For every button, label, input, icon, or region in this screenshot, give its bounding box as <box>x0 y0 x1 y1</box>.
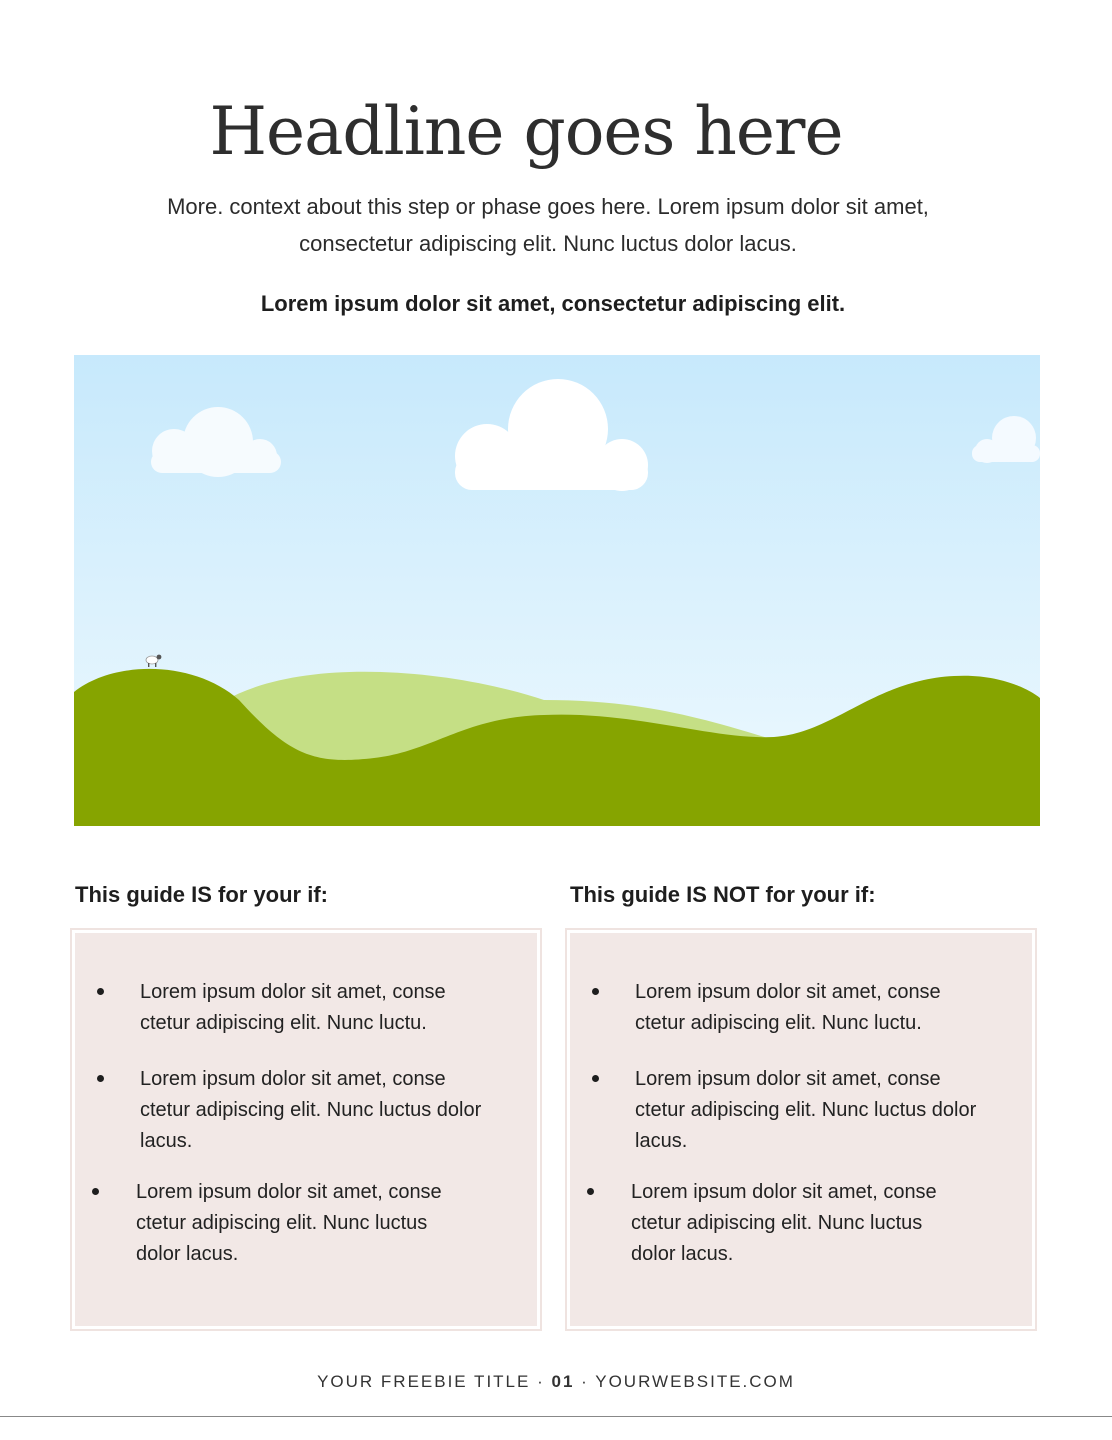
page-footer <box>0 1370 1112 1394</box>
footer-title: YOUR FREEBIE TITLE <box>317 1372 531 1391</box>
list-item <box>631 1177 1021 1270</box>
is-not-for-heading: This guide IS NOT for your if: <box>570 882 876 907</box>
list-item-line: dolor lacus. <box>136 1243 239 1265</box>
footer-separator: · <box>537 1372 545 1391</box>
footer-website: YOURWEBSITE.COM <box>595 1372 795 1391</box>
list-item <box>140 977 530 1039</box>
headline: Headline goes here <box>209 93 843 170</box>
context-paragraph: More. context about this step or phase goes here. Lorem ipsum dolor sit amet, consectetur adipiscing elit. Nunc luctus dolor lacus. <box>167 194 929 256</box>
list-item-line: Lorem ipsum dolor sit amet, conse <box>635 981 941 1003</box>
bullet-icon <box>97 988 104 995</box>
list-item-line: ctetur adipiscing elit. Nunc luctus dolor <box>140 1099 482 1121</box>
is-for-panel-body <box>75 933 537 1326</box>
bullet-icon <box>587 1188 594 1195</box>
bullet-icon <box>97 1075 104 1082</box>
footer-divider <box>0 1416 1112 1417</box>
list-item-line: lacus. <box>635 1130 688 1152</box>
bullet-icon <box>592 1075 599 1082</box>
list-item-line: ctetur adipiscing elit. Nunc luctu. <box>635 1012 922 1034</box>
hero-landscape-illustration <box>74 355 1040 826</box>
list-item-line: Lorem ipsum dolor sit amet, conse <box>631 1181 937 1203</box>
is-not-for-panel-body <box>570 933 1032 1326</box>
list-item-line: Lorem ipsum dolor sit amet, conse <box>140 1068 446 1090</box>
list-item-line: ctetur adipiscing elit. Nunc luctus dolor <box>635 1099 977 1121</box>
list-item-line: ctetur adipiscing elit. Nunc luctus <box>136 1212 428 1234</box>
list-item-line: lacus. <box>140 1130 193 1152</box>
list-item <box>140 1064 530 1157</box>
list-item-line: ctetur adipiscing elit. Nunc luctus <box>631 1212 923 1234</box>
is-for-panel <box>70 928 542 1331</box>
page-number: 01 <box>551 1372 575 1391</box>
list-item <box>635 1064 1025 1157</box>
list-item <box>136 1177 526 1270</box>
bullet-icon <box>92 1188 99 1195</box>
bullet-icon <box>592 988 599 995</box>
lead-sentence: Lorem ipsum dolor sit amet, consectetur adipiscing elit. <box>260 291 846 316</box>
footer-separator: · <box>581 1372 589 1391</box>
list-item-line: Lorem ipsum dolor sit amet, conse <box>140 981 446 1003</box>
list-item <box>635 977 1025 1039</box>
list-item-line: Lorem ipsum dolor sit amet, conse <box>136 1181 442 1203</box>
is-for-heading: This guide IS for your if: <box>75 882 328 907</box>
is-not-for-panel <box>565 928 1037 1331</box>
list-item-line: ctetur adipiscing elit. Nunc luctu. <box>140 1012 427 1034</box>
list-item-line: dolor lacus. <box>631 1243 734 1265</box>
list-item-line: Lorem ipsum dolor sit amet, conse <box>635 1068 941 1090</box>
